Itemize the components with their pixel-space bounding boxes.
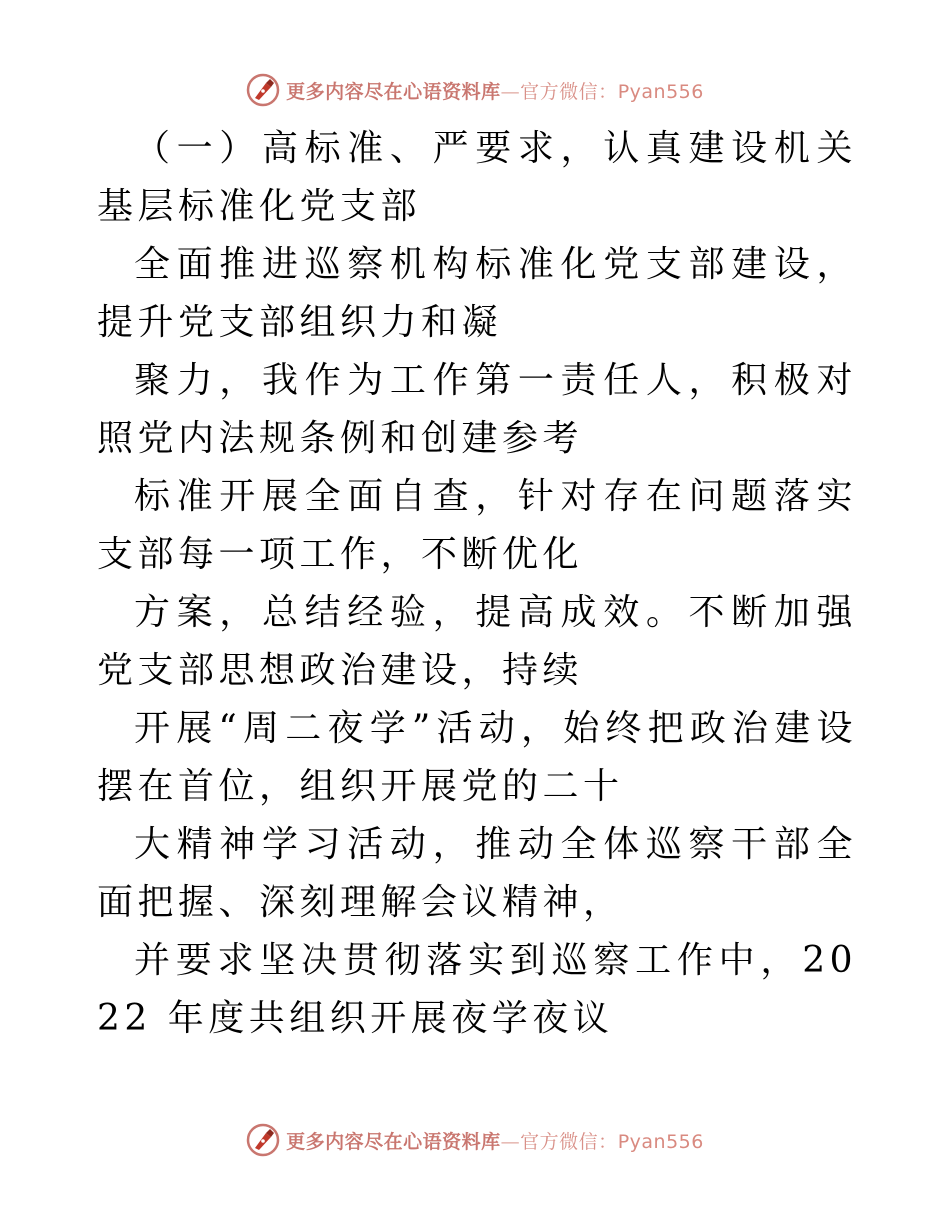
watermark-wechat-id: Pyan556	[617, 80, 704, 103]
pen-nib-logo-icon	[246, 1123, 280, 1157]
watermark-wechat-label: 官方微信：	[520, 80, 618, 103]
watermark-text	[286, 77, 704, 104]
watermark-brand: 更多内容尽在心语资料库	[286, 1130, 501, 1153]
watermark-text	[286, 1127, 704, 1154]
watermark-wechat-id: Pyan556	[617, 1130, 704, 1153]
paragraph: 大精神学习活动，推动全体巡察干部全面把握、深刻理解会议精神，	[97, 824, 857, 923]
document-body	[97, 120, 857, 1048]
footer-watermark	[0, 1122, 950, 1158]
watermark-dash: —	[500, 80, 521, 103]
paragraph: 聚力，我作为工作第一责任人，积极对照党内法规条例和创建参考	[97, 360, 857, 459]
paragraph: 方案，总结经验，提高成效。不断加强党支部思想政治建设，持续	[97, 592, 857, 691]
watermark-wechat-label: 官方微信：	[520, 1130, 618, 1153]
paragraph: 全面推进巡察机构标准化党支部建设，提升党支部组织力和凝	[97, 244, 857, 343]
pen-nib-logo-icon	[246, 73, 280, 107]
paragraph: 开展“周二夜学”活动，始终把政治建设摆在首位，组织开展党的二十	[97, 708, 857, 807]
paragraph: 并要求坚决贯彻落实到巡察工作中，2022 年度共组织开展夜学夜议	[97, 940, 857, 1039]
watermark-dash: —	[500, 1130, 521, 1153]
header-watermark	[0, 72, 950, 108]
paragraph: 标准开展全面自查，针对存在问题落实支部每一项工作，不断优化	[97, 476, 857, 575]
watermark-brand: 更多内容尽在心语资料库	[286, 80, 501, 103]
paragraph: （一）高标准、严要求，认真建设机关基层标准化党支部	[97, 128, 857, 227]
